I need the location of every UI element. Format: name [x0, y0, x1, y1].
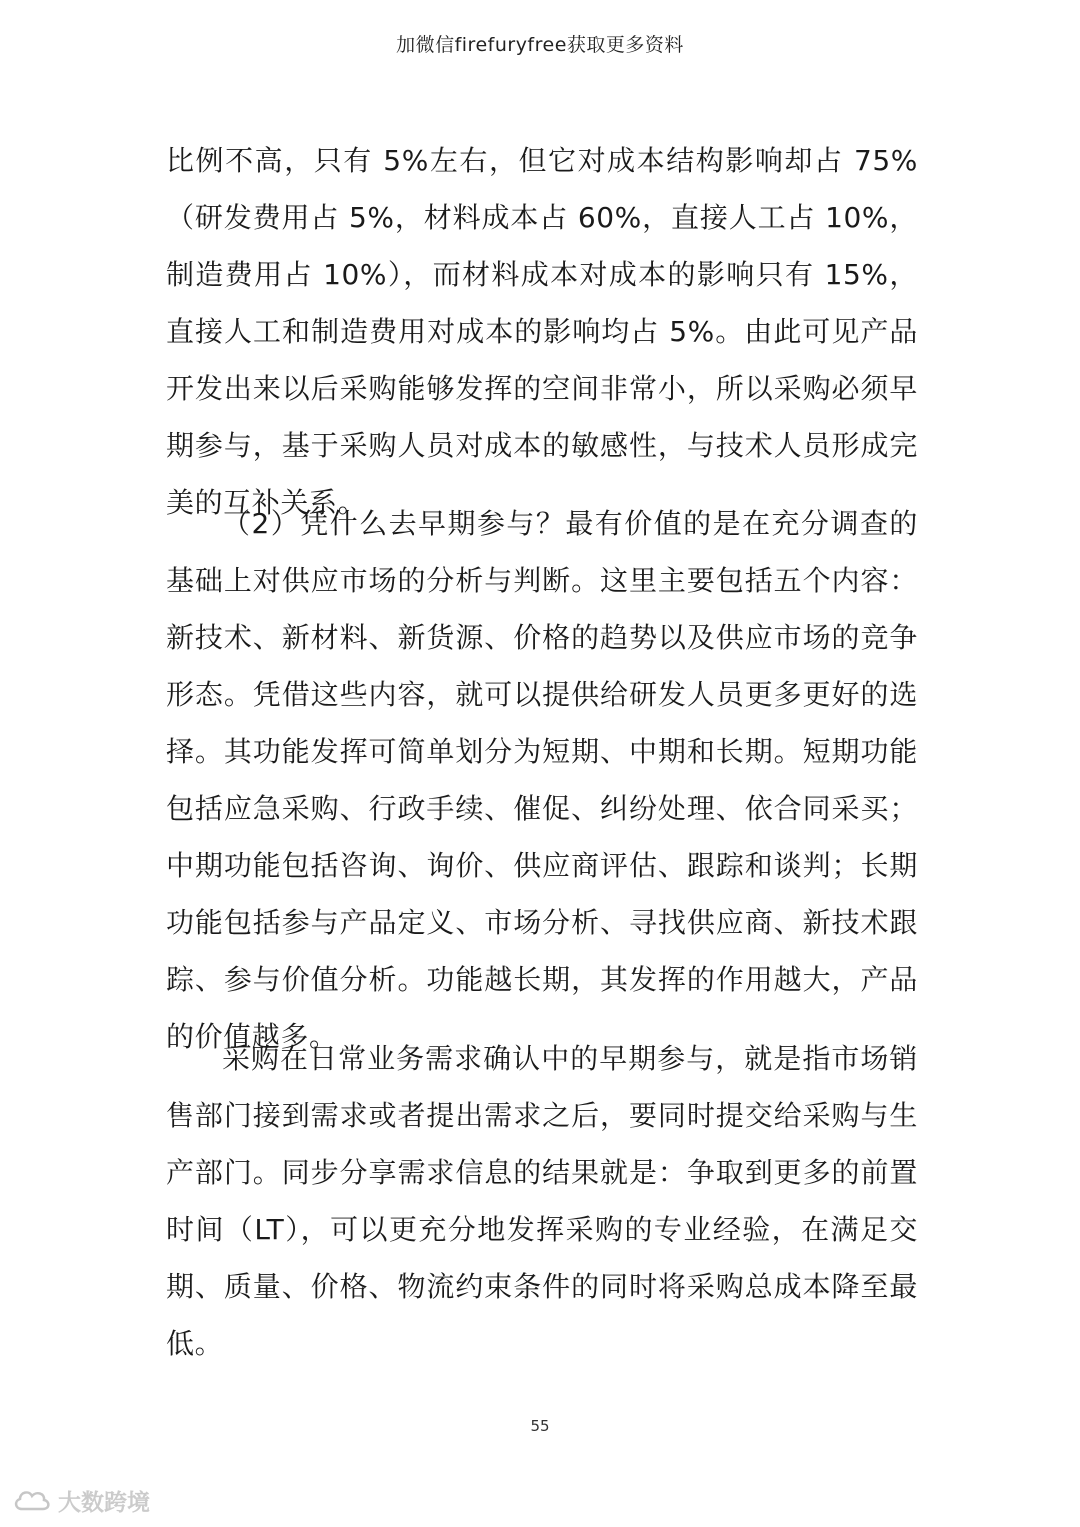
- cloud-logo-icon: [12, 1487, 52, 1513]
- paragraph-cost-structure: 比例不高，只有 5%左右，但它对成本结构影响却占 75%（研发费用占 5%，材料成本占 60%，直接人工占 10%，制造费用占 10%），而材料成本对成本的影响只有 15%，直接人工和制造费用对成本的影响均占 5%。由此可见产品开发出来以后采购能够发挥的空间非常小，所以采购必须早期参与，基于采购人员对成本的敏感性，与技术人员形成完美的互补关系。: [166, 144, 918, 519]
- watermark: [12, 1484, 150, 1516]
- page-number: 55: [530, 1417, 550, 1435]
- watermark-text: 大数跨境: [58, 1489, 150, 1516]
- paragraph-early-involvement: （2）凭什么去早期参与？最有价值的是在充分调查的基础上对供应市场的分析与判断。这里主要包括五个内容：新技术、新材料、新货源、价格的趋势以及供应市场的竞争形态。凭借这些内容，就可以提供给研发人员更多更好的选择。其功能发挥可简单划分为短期、中期和长期。短期功能包括应急采购、行政手续、催促、纠纷处理、依合同采买；中期功能包括咨询、询价、供应商评估、跟踪和谈判；长期功能包括参与产品定义、市场分析、寻找供应商、新技术跟踪、参与价值分析。功能越长期，其发挥的作用越大，产品的价值越多。: [166, 507, 918, 1053]
- paragraph-demand-confirmation: 采购在日常业务需求确认中的早期参与，就是指市场销售部门接到需求或者提出需求之后，要同时提交给采购与生产部门。同步分享需求信息的结果就是：争取到更多的前置时间（LT），可以更充分地发挥采购的专业经验，在满足交期、质量、价格、物流约束条件的同时将采购总成本降至最低。: [166, 1042, 918, 1360]
- page-header: 加微信firefuryfree获取更多资料: [396, 34, 684, 56]
